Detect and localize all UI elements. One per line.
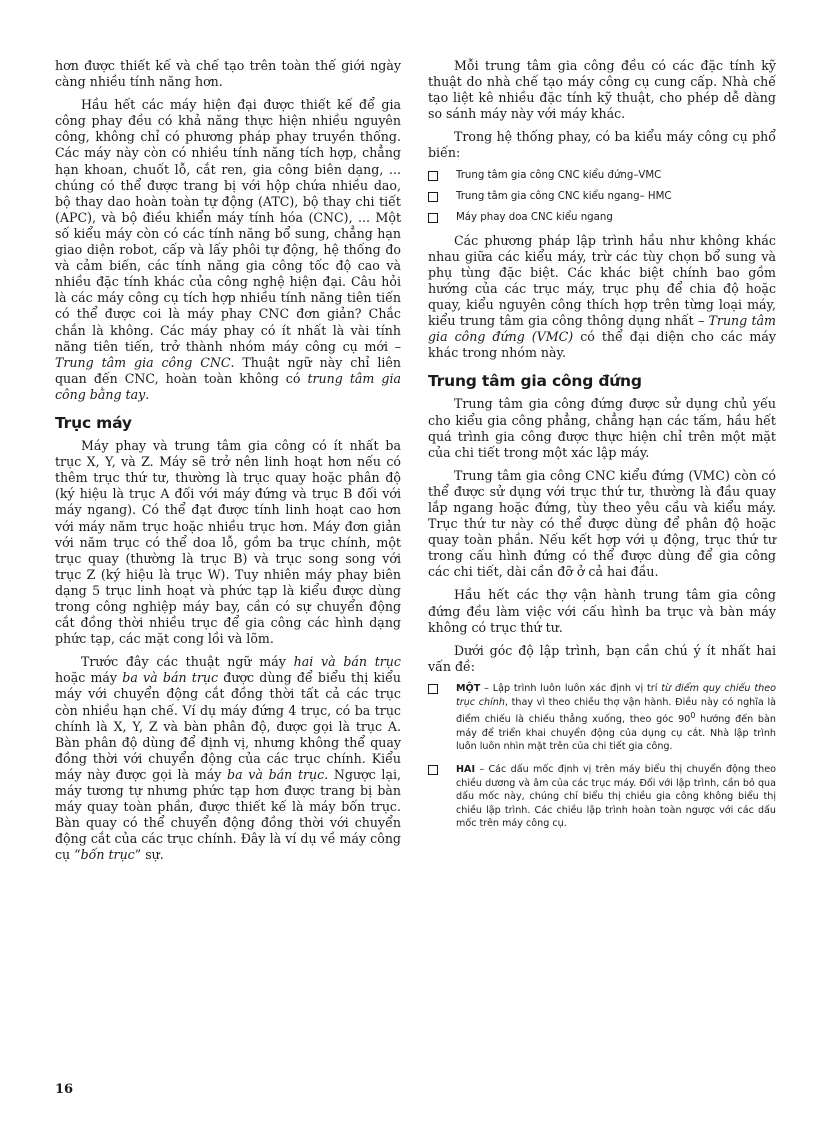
- left-column: [55, 58, 401, 871]
- list-item: Trung tâm gia công CNC kiểu đứng–VMC: [428, 169, 776, 183]
- machine-type-list: [428, 169, 776, 225]
- list-item: HAI – Các dấu mốc định vị trên máy biểu thị chuyển động theo chiều dương và âm của các trục máy. Đối với lập trình, cần bỏ qua dấu mốc này, chúng chỉ biểu thị chiều gia công không biểu thị chiều lập trình. Các chiều lập trình hoàn toàn ngược với các dấu mốc trên máy công cụ.: [428, 763, 776, 831]
- list-item: Trung tâm gia công CNC kiểu ngang– HMC: [428, 190, 776, 204]
- programming-notes-list: [428, 682, 776, 831]
- paragraph: hơn được thiết kế và chế tạo trên toàn thế giới ngày càng nhiều tính năng hơn.: [55, 58, 401, 90]
- page-number: 16: [55, 1082, 74, 1097]
- paragraph: Trong hệ thống phay, có ba kiểu máy công cụ phổ biến:: [428, 129, 776, 161]
- section-heading-truc-may: Trục máy: [55, 413, 132, 432]
- right-column: [428, 58, 776, 840]
- list-item: MỘT – Lập trình luôn luôn xác định vị trí từ điểm quy chiếu theo trục chính, thay vì theo chiều thợ vận hành. Điều này có nghĩa là điểm chiếu là chiếu thẳng xuống, theo góc $90^0$ hướng đến bàn máy để triển khai chuyển động của dụng cụ cắt. Nhà lập trình luôn luôn nhìn mặt trên của chi tiết gia công.: [428, 682, 776, 754]
- paragraph: Các phương pháp lập trình hầu như không khác nhau giữa các kiểu máy, trừ các tùy chọn bổ sung và phụ tùng đặc biệt. Các khác biệt chính bao gồm hướng của các trục máy, trục phụ để chia độ hoặc quay, kiểu nguyên công thích hợp trên từng loại máy, kiểu trung tâm gia công thông dụng nhất – Trung tâm gia công đứng (VMC) có thể đại diện cho các máy khác trong nhóm này.: [428, 232, 776, 361]
- checkbox-square-icon: [428, 171, 438, 181]
- paragraph: Trước đây các thuật ngữ máy hai và bán trục hoặc máy ba và bán trục được dùng để biểu thị kiểu máy với chuyển động cắt đồng thời tất cả các trục còn nhiều hạn chế. Ví dụ máy đứng 4 trục, có ba trục chính là X, Y, Z và bàn phân độ, được gọi là trục A. Bàn phân độ dùng để định vị, nhưng không thể quay đồng thời với chuyển động của các trục chính. Kiểu máy này được gọi là máy ba và bán trục. Ngược lại, máy tương tự nhưng phức tạp hơn được trang bị bàn máy quay toàn phần, được thiết kế là máy bốn trục. Bàn quay có thể chuyển động đồng thời với chuyển động cắt của các trục chính. Đây là ví dụ về máy công cụ “bốn trục” sự.: [55, 654, 401, 863]
- checkbox-square-icon: [428, 192, 438, 202]
- paragraph: Hầu hết các thợ vận hành trung tâm gia công đứng đều làm việc với cấu hình ba trục và bàn máy không có trục thứ tư.: [428, 587, 776, 635]
- paragraph: Trung tâm gia công CNC kiểu đứng (VMC) còn có thể được sử dụng với trục thứ tư, thường là đầu quay lắp ngang hoặc đứng, tùy theo yêu cầu và kiểu máy. Trục thứ tư này có thể được dùng để phân độ hoặc quay toàn phần. Nếu kết hợp với ụ động, trục thứ tư trong cấu hình đứng có thể được dùng để gia công các chi tiết, dài cần đỡ ở cả hai đầu.: [428, 467, 776, 580]
- paragraph: Trung tâm gia công đứng được sử dụng chủ yếu cho kiểu gia công phẳng, chẳng hạn các tấm, hầu hết quá trình gia công được thực hiện chỉ trên một mặt của chi tiết trong một xác lập máy.: [428, 396, 776, 460]
- paragraph: Dưới góc độ lập trình, bạn cần chú ý ít nhất hai vấn đề:: [428, 642, 776, 674]
- checkbox-square-icon: [428, 213, 438, 223]
- checkbox-square-icon: [428, 684, 438, 694]
- paragraph: Hầu hết các máy hiện đại được thiết kế để gia công phay đều có khả năng thực hiện nhiều nguyên công, không chỉ có phương pháp phay truyền thống. Các máy này còn có nhiều tính năng tích hợp, chẳng hạn khoan, chuốt lỗ, cắt ren, gia công biên dạng, ... chúng có thể được trang bị với hộp chứa nhiều dao, bộ thay dao hoàn toàn tự động (ATC), bộ thay chi tiết (APC), và bộ điều khiển máy tính hóa (CNC), ... Một số kiểu máy còn có các tính năng bổ sung, chẳng hạn giao diện robot, cấp và lấy phôi tự động, hệ thống đo và cảm biến, các tính năng gia công tốc độ cao và nhiều đặc tính khác của công nghệ hiện đại. Câu hỏi là các máy công cụ tích hợp nhiều tính năng tiên tiến có thể được coi là máy phay CNC đơn giản? Chắc chắn là không. Các máy phay có ít nhất là vài tính năng tiên tiến, trở thành nhóm máy công cụ mới – Trung tâm gia công CNC. Thuật ngữ này chỉ liên quan đến CNC, hoàn toàn không có trung tâm gia công bằng tay.: [55, 97, 401, 402]
- paragraph: Máy phay và trung tâm gia công có ít nhất ba trục X, Y, và Z. Máy sẽ trở nên linh hoạt hơn nếu có thêm trục thứ tư, thường là trục quay hoặc phân độ (ký hiệu là trục A đối với máy đứng và trục B đối với máy ngang). Có thể đạt được tính linh hoạt cao hơn với máy năm trục hoặc nhiều trục hơn. Máy đơn giản với năm trục có thể doa lỗ, gồm ba trục chính, một trục quay (thường là trục B) và trục song song với trục Z (ký hiệu là trục W). Tuy nhiên máy phay biên dạng 5 trục linh hoạt và phức tạp là kiểu được dùng trong công nghiệp máy bay, cần có sự chuyển động cắt đồng thời nhiều trục để gia công các hình dạng phức tạp, các mặt cong lồi và lõm.: [55, 438, 401, 647]
- section-heading-trung-tam-gia-cong-dung: Trung tâm gia công đứng: [428, 372, 642, 391]
- list-item: Máy phay doa CNC kiểu ngang: [428, 211, 776, 225]
- checkbox-square-icon: [428, 765, 438, 775]
- paragraph: Mỗi trung tâm gia công đều có các đặc tính kỹ thuật do nhà chế tạo máy công cụ cung cấp. Nhà chế tạo liệt kê nhiều đặc tính kỹ thuật, cho phép dễ dàng so sánh máy này với máy khác.: [428, 58, 776, 122]
